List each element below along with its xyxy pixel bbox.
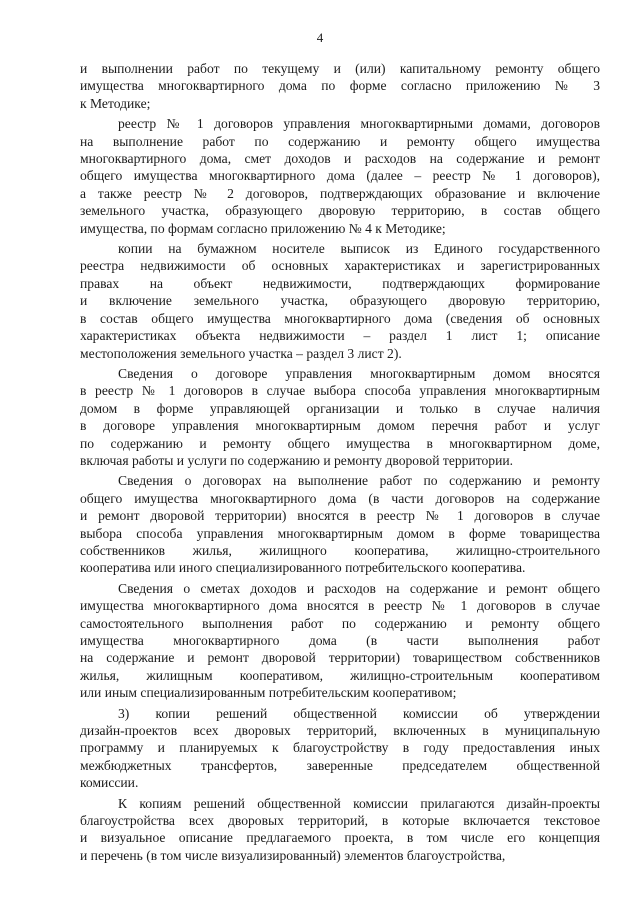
text-line: в реестр № 1 договоров в случае выбора способа управления многоквартирным [80, 383, 600, 399]
text-line: собственников жилья, жилищного кооператива, жилищно-строительного [80, 542, 600, 558]
text-line: программу и планируемых к благоустройству в году предоставления иных [80, 740, 600, 756]
text-line: К копиям решений общественной комиссии прилагаются дизайн-проекты [118, 795, 600, 811]
text-line: кооператива или иного специализированного потребительского кооператива. [80, 560, 526, 576]
document-body [80, 60, 600, 864]
text-line: а также реестр № 2 договоров, подтверждающих образование и включение [80, 185, 600, 201]
text-line: комиссии. [80, 775, 139, 791]
text-line: многоквартирного дома, смет доходов и расходов на содержание и ремонт [80, 151, 600, 167]
text-line: и ремонт дворовой территории) вносятся в реестр № 1 договоров в случае [80, 508, 600, 524]
text-line: самостоятельного выполнения работ по содержанию и ремонту общего [80, 615, 600, 631]
text-line: домом в форме управляющей организации и только в случае наличия [80, 400, 600, 416]
text-line: имущества многоквартирного дома вносятся в реестр № 1 договоров в случае [80, 598, 600, 614]
text-line: 3) копии решений общественной комиссии об утверждении [118, 705, 600, 721]
text-line: дизайн-проектов всех дворовых территорий, включенных в муниципальную [80, 723, 600, 739]
text-line: включая работы и услуги по содержанию и ремонту дворовой территории. [80, 452, 514, 468]
paragraph [80, 472, 600, 576]
text-line: Сведения о договоре управления многоквартирным домом вносятся [118, 365, 600, 381]
text-line: благоустройства всех дворовых территорий, в которые включается текстовое [80, 813, 600, 829]
text-line: к Методике; [80, 95, 151, 111]
paragraph [80, 580, 600, 702]
text-line: выбора способа управления многоквартирным домом в форме товарищества [80, 525, 600, 541]
text-line: земельного участка, образующего дворовую территорию, в состав общего [80, 203, 600, 219]
text-line: имущества многоквартирного дома по форме согласно приложению № 3 [80, 78, 600, 94]
text-line: реестр № 1 договоров управления многоквартирными домами, договоров [118, 116, 600, 132]
text-line: общего имущества многоквартирного дома (далее – реестр № 1 договоров), [80, 168, 600, 184]
text-line: Сведения о договорах на выполнение работ по содержанию и ремонту [118, 473, 600, 489]
text-line: реестра недвижимости об основных характеристиках и зарегистрированных [80, 258, 600, 274]
paragraph [80, 365, 600, 469]
paragraph [80, 60, 600, 112]
text-line: характеристиках объекта недвижимости – раздел 1 лист 1; описание [80, 328, 600, 344]
page-number: 4 [316, 30, 324, 45]
text-line: имущества, по формам согласно приложению № 4 к Методике; [80, 220, 446, 236]
text-line: правах на объект недвижимости, подтверждающих формирование [80, 275, 600, 291]
text-line: на содержание и ремонт дворовой территории) товариществом собственников [80, 650, 600, 666]
text-line: и выполнении работ по текущему и (или) капитальному ремонту общего [80, 61, 600, 76]
paragraph [80, 705, 600, 792]
text-line: в договоре управления многоквартирным домом перечня работ и услуг [80, 418, 600, 434]
text-line: и визуальное описание предлагаемого проекта, в том числе его концепция [80, 830, 600, 846]
text-line: и перечень (в том числе визуализированный) элементов благоустройства, [80, 847, 506, 863]
paragraph [80, 115, 600, 237]
text-line: межбюджетных трансфертов, заверенные председателем общественной [80, 757, 600, 773]
paragraph [80, 795, 600, 865]
text-line: местоположения земельного участка – раздел 3 лист 2). [80, 345, 402, 361]
text-line: и включение земельного участка, образующего дворовую территорию, [80, 293, 600, 309]
paragraph [80, 240, 600, 362]
text-line: по содержанию и ремонту общего имущества в многоквартирном доме, [80, 435, 600, 451]
text-line: Сведения о сметах доходов и расходов на содержание и ремонт общего [118, 580, 600, 596]
text-line: в состав общего имущества многоквартирного дома (сведения об основных [80, 310, 600, 326]
text-line: копии на бумажном носителе выписок из Единого государственного [118, 241, 600, 257]
text-line: на выполнение работ по содержанию и ремонту общего имущества [80, 133, 600, 149]
text-line: общего имущества многоквартирного дома (в части договоров на содержание [80, 490, 600, 506]
text-line: жилья, жилищным кооперативом, жилищно-строительным кооперативом [80, 667, 600, 683]
text-line: имущества многоквартирного дома (в части выполнения работ [80, 633, 600, 648]
text-line: или иным специализированным потребительским кооперативом; [80, 685, 457, 701]
